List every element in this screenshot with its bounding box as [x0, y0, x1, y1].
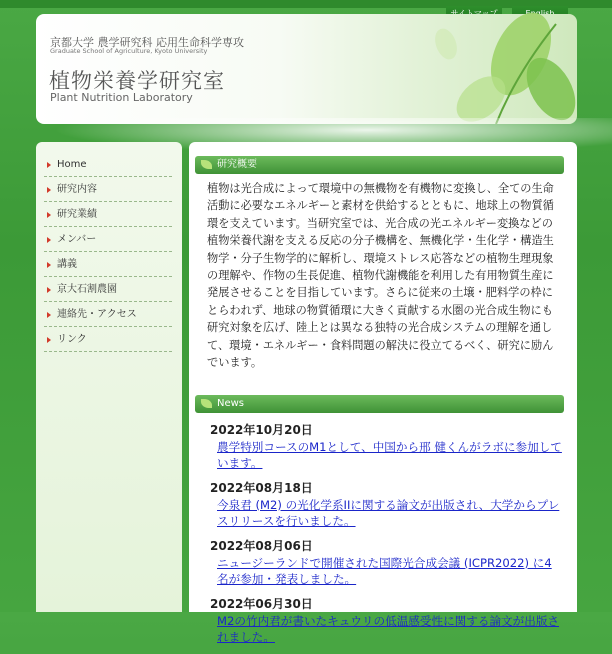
sidebar	[36, 142, 182, 612]
sidebar-item-lectures[interactable]	[44, 252, 172, 277]
arrow-icon	[47, 312, 51, 318]
news-title: News	[217, 398, 245, 409]
overview-text: 植物は光合成によって環境中の無機物を有機物に変換し、全ての生命活動に必要なエネルギーと素材を供給するとともに、地球上の物質循環を支えています。当研究室では、光合成の光エネルギー変換などの植物栄養代謝を支える反応の分子機構を、無機化学・生化学・構造生物学・分子生物学的に解析し、環境ストレス応答などの植物生理現象の理解や、作物の生長促進、植物代謝機能を利用した有用物質生産に発展させることを目指しています。さらに従来の土壌・肥料学の枠にとらわれず、地球の物質循環に大きく貢献する水圏の光合成生物にも研究対象を広げ、陸上とは異なる独特の光合成システムの理解を通して、環境・エネルギー・食料問題の解決に役立てるべく、研究に励んでいます。	[207, 182, 554, 370]
news-item	[210, 596, 562, 645]
arrow-icon	[47, 262, 51, 268]
school-name-en: Graduate School of Agriculture, Kyoto University	[50, 47, 208, 55]
site-header	[36, 14, 577, 124]
leaf-icon	[201, 399, 212, 408]
news-date: 2022年08月06日	[210, 539, 313, 553]
news-item	[210, 422, 562, 471]
leaf-icon	[201, 160, 212, 169]
arrow-icon	[47, 162, 51, 168]
lab-title-en: Plant Nutrition Laboratory	[50, 91, 193, 104]
arrow-icon	[47, 237, 51, 243]
sidebar-item-label: メンバー	[57, 234, 97, 245]
news-link[interactable]: ニュージーランドで開催された国際光合成会議 (ICPR2022) に4名が参加・発表しました。	[217, 556, 552, 586]
sidebar-item-label: 京大石割農園	[57, 284, 117, 295]
sidebar-item-farm[interactable]	[44, 277, 172, 302]
news-link[interactable]: 今泉君 (M2) の光化学系IIに関する論文が出版され、大学からプレスリリースを行いました。	[217, 498, 560, 528]
news-heading	[195, 395, 564, 413]
sidebar-item-links[interactable]	[44, 327, 172, 352]
sidebar-item-contact[interactable]	[44, 302, 172, 327]
news-link[interactable]: M2の竹内君が書いたキュウリの低温感受性に関する論文が出版されました。	[217, 614, 560, 644]
university-name: 京都大学 農学研究科 応用生命科学専攻	[50, 36, 244, 49]
arrow-icon	[47, 337, 51, 343]
sidebar-item-research[interactable]	[44, 177, 172, 202]
sidebar-item-label: リンク	[57, 334, 87, 345]
news-item	[210, 538, 562, 587]
overview-title: 研究概要	[217, 159, 257, 170]
overview-heading	[195, 156, 564, 174]
sidebar-item-label: 連絡先・アクセス	[57, 309, 137, 320]
lab-title[interactable]: 植物栄養学研究室	[49, 69, 225, 93]
arrow-icon	[47, 287, 51, 293]
news-date: 2022年08月18日	[210, 481, 313, 495]
news-date: 2022年10月20日	[210, 423, 313, 437]
sidebar-item-home[interactable]	[44, 152, 172, 177]
news-date: 2022年06月30日	[210, 597, 313, 611]
news-item	[210, 480, 562, 529]
sidebar-item-label: Home	[57, 159, 87, 170]
sidebar-item-label: 講義	[57, 259, 77, 270]
sidebar-item-label: 研究業績	[57, 209, 97, 220]
sidebar-item-members[interactable]	[44, 227, 172, 252]
sidebar-item-label: 研究内容	[57, 184, 97, 195]
news-link[interactable]: 農学特別コースのM1として、中国から邢 健くんがラボに参加しています。	[217, 440, 562, 470]
main-content	[189, 142, 577, 644]
leaf-decoration-icon	[306, 14, 577, 124]
sidebar-item-publications[interactable]	[44, 202, 172, 227]
arrow-icon	[47, 212, 51, 218]
news-list	[210, 422, 562, 654]
arrow-icon	[47, 187, 51, 193]
